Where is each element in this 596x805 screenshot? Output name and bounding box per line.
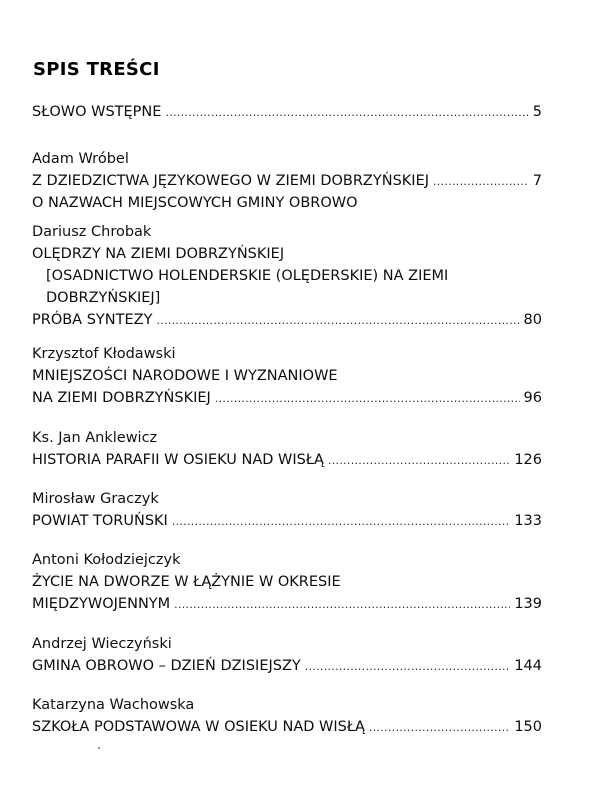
toc-entry-author: Dariusz Chrobak [32, 224, 152, 240]
dot-leader [174, 594, 510, 616]
toc-entry-kolodziejczyk [32, 549, 542, 615]
dot-leader [433, 171, 529, 193]
toc-entry-page-number: 7 [532, 173, 542, 189]
toc-entry-title: SŁOWO WSTĘPNE [32, 104, 162, 120]
toc-entry-page-number: 96 [523, 390, 542, 406]
toc-entry-title: OLĘDRZY NA ZIEMI DOBRZYŃSKIEJ [32, 246, 285, 262]
toc-entry-title: SZKOŁA PODSTAWOWA W OSIEKU NAD WISŁĄ [32, 719, 365, 735]
toc-entry-title-line [32, 101, 542, 123]
toc-entry-title-line [32, 170, 542, 192]
toc-entry-wachowska [32, 694, 542, 738]
toc-entry-title-line [32, 449, 542, 471]
toc-entry-title-line [32, 387, 542, 409]
toc-entry-page-number: 5 [532, 104, 542, 120]
toc-entry-author: Mirosław Graczyk [32, 491, 159, 507]
toc-entry-title-line [32, 309, 542, 331]
scan-speck [98, 747, 100, 749]
toc-entry-title: Z DZIEDZICTWA JĘZYKOWEGO W ZIEMI DOBRZYŃSKIEJ [32, 173, 430, 189]
toc-entry-title: ŻYCIE NA DWORZE W ŁĄŻYNIE W OKRESIE [32, 574, 341, 590]
toc-entry-page-number: 133 [514, 513, 542, 529]
toc-entry-page-number: 150 [514, 719, 542, 735]
dot-leader [328, 450, 510, 472]
toc-entry-klodawski [32, 343, 542, 409]
toc-title: SPIS TREŚCI [33, 59, 160, 80]
toc-entry-foreword [32, 101, 542, 123]
toc-entry-wrobel [32, 148, 542, 214]
toc-entry-subtitle: [OSADNICTWO HOLENDERSKIE (OLĘDERSKIE) NA ZIEMI [46, 268, 449, 284]
toc-entry-author: Antoni Kołodziejczyk [32, 552, 181, 568]
toc-entry-author: Katarzyna Wachowska [32, 697, 195, 713]
toc-page [32, 0, 542, 805]
toc-entry-title: POWIAT TORUŃSKI [32, 513, 168, 529]
toc-entry-subtitle-continued: DOBRZYŃSKIEJ] [46, 290, 161, 306]
toc-entry-title-line [32, 510, 542, 532]
dot-leader [172, 511, 510, 533]
toc-entry-title: HISTORIA PARAFII W OSIEKU NAD WISŁĄ [32, 452, 324, 468]
toc-entry-title-final: MIĘDZYWOJENNYM [32, 596, 171, 612]
toc-entry-title-line [32, 593, 542, 615]
toc-entry-graczyk [32, 488, 542, 532]
toc-entry-title: GMINA OBROWO – DZIEŃ DZISIEJSZY [32, 658, 301, 674]
toc-entry-title-final: NA ZIEMI DOBRZYŃSKIEJ [32, 390, 211, 406]
toc-entry-page-number: 139 [514, 596, 542, 612]
toc-entry-chrobak [32, 221, 542, 331]
toc-entry-author: Andrzej Wieczyński [32, 636, 172, 652]
dot-leader [156, 310, 519, 332]
dot-leader [305, 656, 511, 678]
dot-leader [215, 388, 520, 410]
toc-entry-title-continued: O NAZWACH MIEJSCOWYCH GMINY OBROWO [32, 195, 358, 211]
toc-entry-author: Adam Wróbel [32, 151, 129, 167]
dot-leader [369, 717, 510, 739]
toc-entry-author: Ks. Jan Anklewicz [32, 430, 158, 446]
toc-entry-page-number: 126 [514, 452, 542, 468]
toc-entry-title-line [32, 655, 542, 677]
toc-entry-title: MNIEJSZOŚCI NARODOWE I WYZNANIOWE [32, 368, 338, 384]
toc-entry-author: Krzysztof Kłodawski [32, 346, 176, 362]
toc-entry-page-number: 80 [523, 312, 542, 328]
toc-entry-wieczynski [32, 633, 542, 677]
toc-entry-title-line [32, 716, 542, 738]
toc-entry-anklewicz [32, 427, 542, 471]
toc-entry-page-number: 144 [514, 658, 542, 674]
dot-leader [165, 102, 528, 124]
toc-entry-title-final: PRÓBA SYNTEZY [32, 312, 153, 328]
